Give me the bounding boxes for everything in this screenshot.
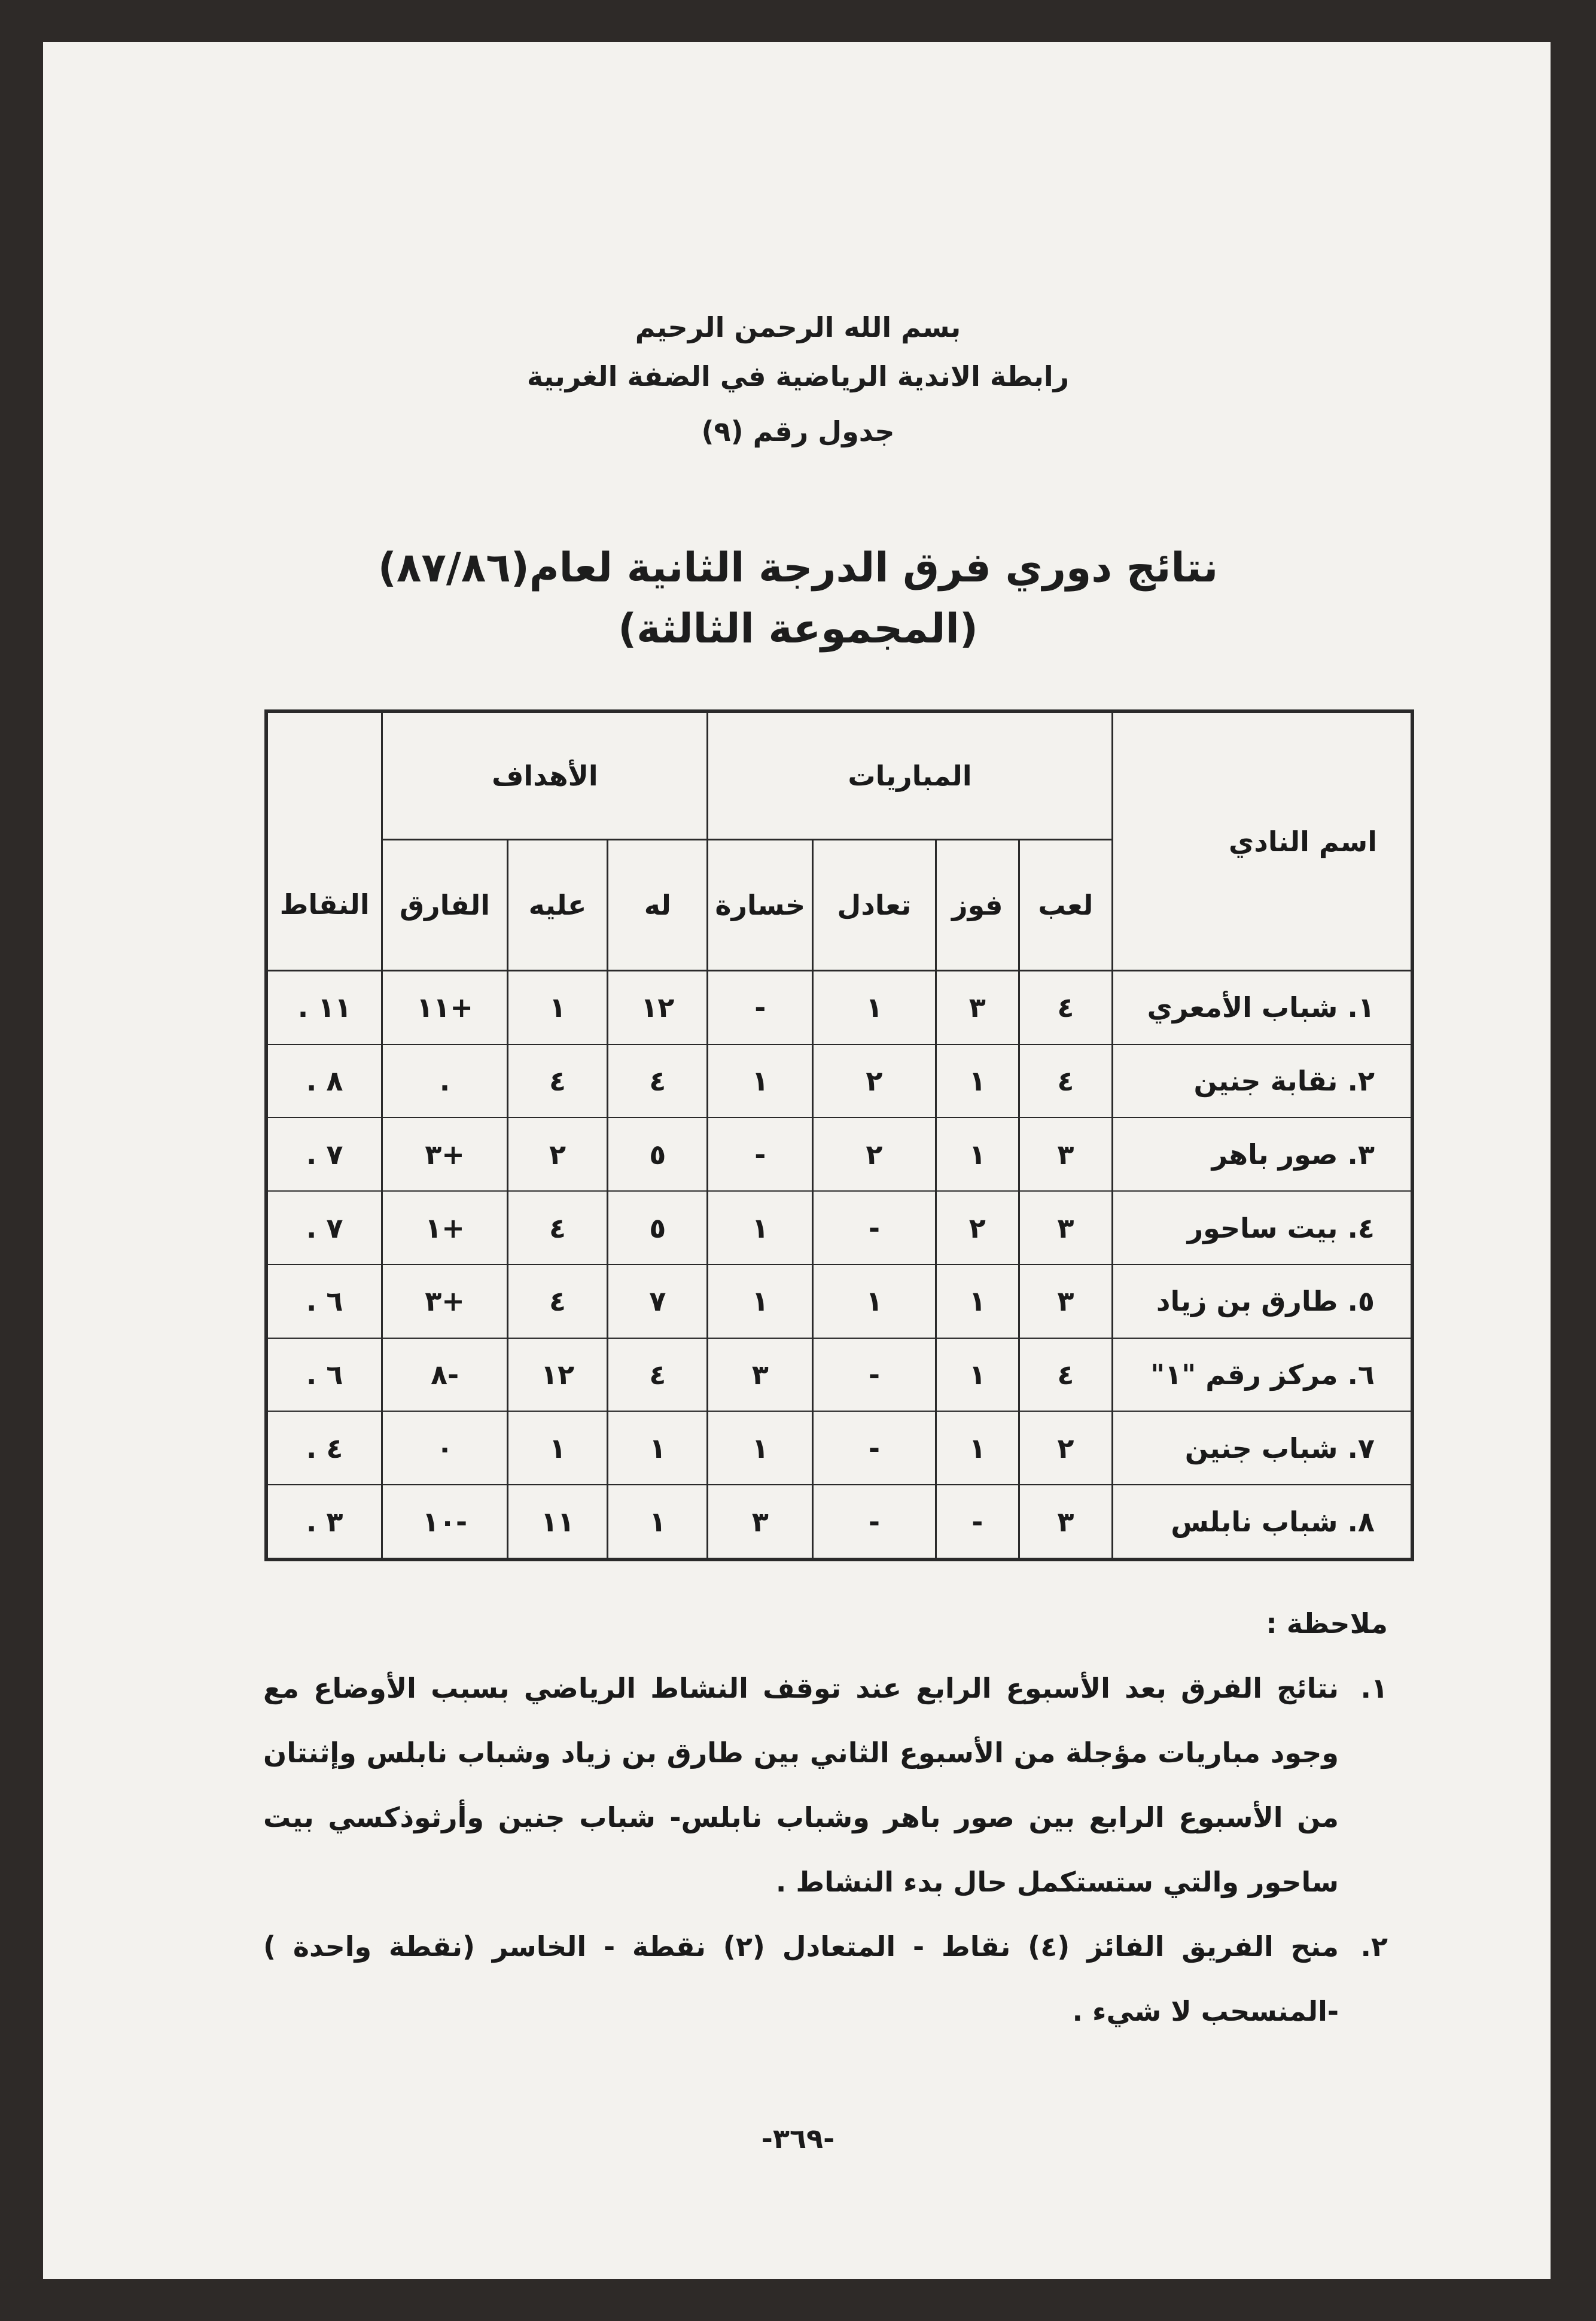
document-title: نتائج دوري فرق الدرجة الثانية لعام(٨٧/٨٦) bbox=[377, 544, 1219, 592]
drawn-cell: ٢ bbox=[813, 1044, 936, 1118]
team-name: ٤. بيت ساحور bbox=[1112, 1191, 1412, 1265]
drawn-header: تعادل bbox=[813, 840, 936, 971]
goals-for-cell: ٧ bbox=[608, 1265, 708, 1338]
table-row bbox=[266, 1044, 1412, 1118]
table-row bbox=[266, 1191, 1412, 1265]
basmala: بسم الله الرحمن الرحيم bbox=[635, 311, 961, 343]
team-name-header: اسم النادي bbox=[1112, 711, 1412, 971]
points-cell: ٧ . bbox=[266, 1117, 382, 1191]
note-item bbox=[263, 1656, 1388, 1914]
goals-against-cell: ٢ bbox=[507, 1117, 607, 1191]
lost-header: خسارة bbox=[708, 840, 813, 971]
goals-for-cell: ١٢ bbox=[608, 971, 708, 1044]
points-group-cell bbox=[266, 711, 382, 840]
matches-group-header: المباريات bbox=[708, 711, 1112, 840]
team-name: ٧. شباب جنين bbox=[1112, 1411, 1412, 1485]
won-cell: ٣ bbox=[936, 971, 1019, 1044]
lost-cell: ١ bbox=[708, 1265, 813, 1338]
played-cell: ٤ bbox=[1019, 1044, 1113, 1118]
table-row bbox=[266, 1265, 1412, 1338]
goal-difference-cell: +١١ bbox=[382, 971, 508, 1044]
goals-against-cell: ٤ bbox=[507, 1265, 607, 1338]
results-table bbox=[264, 709, 1414, 1561]
goals-for-cell: ١ bbox=[608, 1485, 708, 1559]
goals-against-cell: ١ bbox=[507, 971, 607, 1044]
won-cell: ١ bbox=[936, 1044, 1019, 1118]
note-number: ٢. bbox=[1360, 1930, 1388, 1963]
note-text: نتائج الفرق بعد الأسبوع الرابع عند توقف النشاط الرياضي بسبب الأوضاع مع وجود مباريات مؤجلة من الأسبوع الثاني بين طارق بن زياد وشباب نابلس وإثنتان من الأسبوع الرابع بين صور باهر وشباب نابلس- شباب جنين وأرثوذكسي بيت ساحور والتي ستستكمل حال بدء النشاط . bbox=[263, 1672, 1339, 1898]
notes-title: ملاحظة : bbox=[1266, 1607, 1388, 1640]
played-cell: ٣ bbox=[1019, 1485, 1113, 1559]
goals-against-cell: ١ bbox=[507, 1411, 607, 1485]
goal-difference-cell: +١ bbox=[382, 1191, 508, 1265]
won-cell: ١ bbox=[936, 1338, 1019, 1412]
drawn-cell: - bbox=[813, 1485, 936, 1559]
lost-cell: ١ bbox=[708, 1044, 813, 1118]
lost-cell: - bbox=[708, 1117, 813, 1191]
goals-for-header: له bbox=[608, 840, 708, 971]
drawn-cell: - bbox=[813, 1338, 936, 1412]
team-name: ٢. نقابة جنين bbox=[1112, 1044, 1412, 1118]
drawn-cell: ١ bbox=[813, 971, 936, 1044]
goals-against-cell: ٤ bbox=[507, 1191, 607, 1265]
table-label: جدول رقم (٩) bbox=[701, 415, 895, 447]
table-row bbox=[266, 1411, 1412, 1485]
goals-group-header: الأهداف bbox=[382, 711, 708, 840]
goals-for-cell: ٥ bbox=[608, 1191, 708, 1265]
goals-for-cell: ٤ bbox=[608, 1044, 708, 1118]
drawn-cell: - bbox=[813, 1191, 936, 1265]
lost-cell: ١ bbox=[708, 1411, 813, 1485]
goals-against-cell: ١١ bbox=[507, 1485, 607, 1559]
document-subtitle: (المجموعة الثالثة) bbox=[618, 605, 978, 653]
drawn-cell: ١ bbox=[813, 1265, 936, 1338]
won-cell: - bbox=[936, 1485, 1019, 1559]
goals-against-cell: ١٢ bbox=[507, 1338, 607, 1412]
won-cell: ١ bbox=[936, 1411, 1019, 1485]
table-row bbox=[266, 971, 1412, 1044]
played-cell: ٣ bbox=[1019, 1191, 1113, 1265]
team-name: ٥. طارق بن زياد bbox=[1112, 1265, 1412, 1338]
played-cell: ٤ bbox=[1019, 971, 1113, 1044]
points-cell: ١١ . bbox=[266, 971, 382, 1044]
goal-difference-cell: +٣ bbox=[382, 1265, 508, 1338]
won-header: فوز bbox=[936, 840, 1019, 971]
lost-cell: - bbox=[708, 971, 813, 1044]
note-item bbox=[263, 1914, 1388, 2043]
goals-against-cell: ٤ bbox=[507, 1044, 607, 1118]
points-cell: ٦ . bbox=[266, 1338, 382, 1412]
played-header: لعب bbox=[1019, 840, 1113, 971]
team-name: ١. شباب الأمعري bbox=[1112, 971, 1412, 1044]
played-cell: ٤ bbox=[1019, 1338, 1113, 1412]
lost-cell: ١ bbox=[708, 1191, 813, 1265]
goal-difference-cell: -٨ bbox=[382, 1338, 508, 1412]
goal-difference-cell: +٣ bbox=[382, 1117, 508, 1191]
drawn-cell: - bbox=[813, 1411, 936, 1485]
note-number: ١. bbox=[1360, 1672, 1388, 1704]
page-number: -٣٦٩- bbox=[761, 2122, 835, 2155]
won-cell: ١ bbox=[936, 1265, 1019, 1338]
team-name: ٣. صور باهر bbox=[1112, 1117, 1412, 1191]
points-cell: ٦ . bbox=[266, 1265, 382, 1338]
goals-against-header: عليه bbox=[507, 840, 607, 971]
drawn-cell: ٢ bbox=[813, 1117, 936, 1191]
table-row bbox=[266, 1117, 1412, 1191]
goal-difference-cell: . bbox=[382, 1044, 508, 1118]
team-name: ٨. شباب نابلس bbox=[1112, 1485, 1412, 1559]
won-cell: ١ bbox=[936, 1117, 1019, 1191]
points-cell: ٧ . bbox=[266, 1191, 382, 1265]
goal-difference-cell: -١٠ bbox=[382, 1485, 508, 1559]
table-row bbox=[266, 1338, 1412, 1412]
table-row bbox=[266, 1485, 1412, 1559]
goals-for-cell: ٤ bbox=[608, 1338, 708, 1412]
played-cell: ٣ bbox=[1019, 1265, 1113, 1338]
goal-difference-cell: ٠ bbox=[382, 1411, 508, 1485]
goals-for-cell: ١ bbox=[608, 1411, 708, 1485]
goal-difference-header: الفارق bbox=[382, 840, 508, 971]
played-cell: ٣ bbox=[1019, 1117, 1113, 1191]
team-name: ٦. مركز رقم "١" bbox=[1112, 1338, 1412, 1412]
played-cell: ٢ bbox=[1019, 1411, 1113, 1485]
points-cell: ٤ . bbox=[266, 1411, 382, 1485]
points-cell: ٨ . bbox=[266, 1044, 382, 1118]
won-cell: ٢ bbox=[936, 1191, 1019, 1265]
notes-list bbox=[263, 1656, 1388, 2043]
lost-cell: ٣ bbox=[708, 1338, 813, 1412]
lost-cell: ٣ bbox=[708, 1485, 813, 1559]
notes-section bbox=[263, 1591, 1388, 2043]
points-header: النقاط bbox=[266, 840, 382, 971]
organization-name: رابطة الاندية الرياضية في الضفة الغربية bbox=[526, 360, 1070, 392]
goals-for-cell: ٥ bbox=[608, 1117, 708, 1191]
points-cell: ٣ . bbox=[266, 1485, 382, 1559]
note-text: منح الفريق الفائز (٤) نقاط - المتعادل (٢) نقطة - الخاسر (نقطة واحدة ) -المنسحب لا شيء . bbox=[263, 1930, 1339, 2027]
